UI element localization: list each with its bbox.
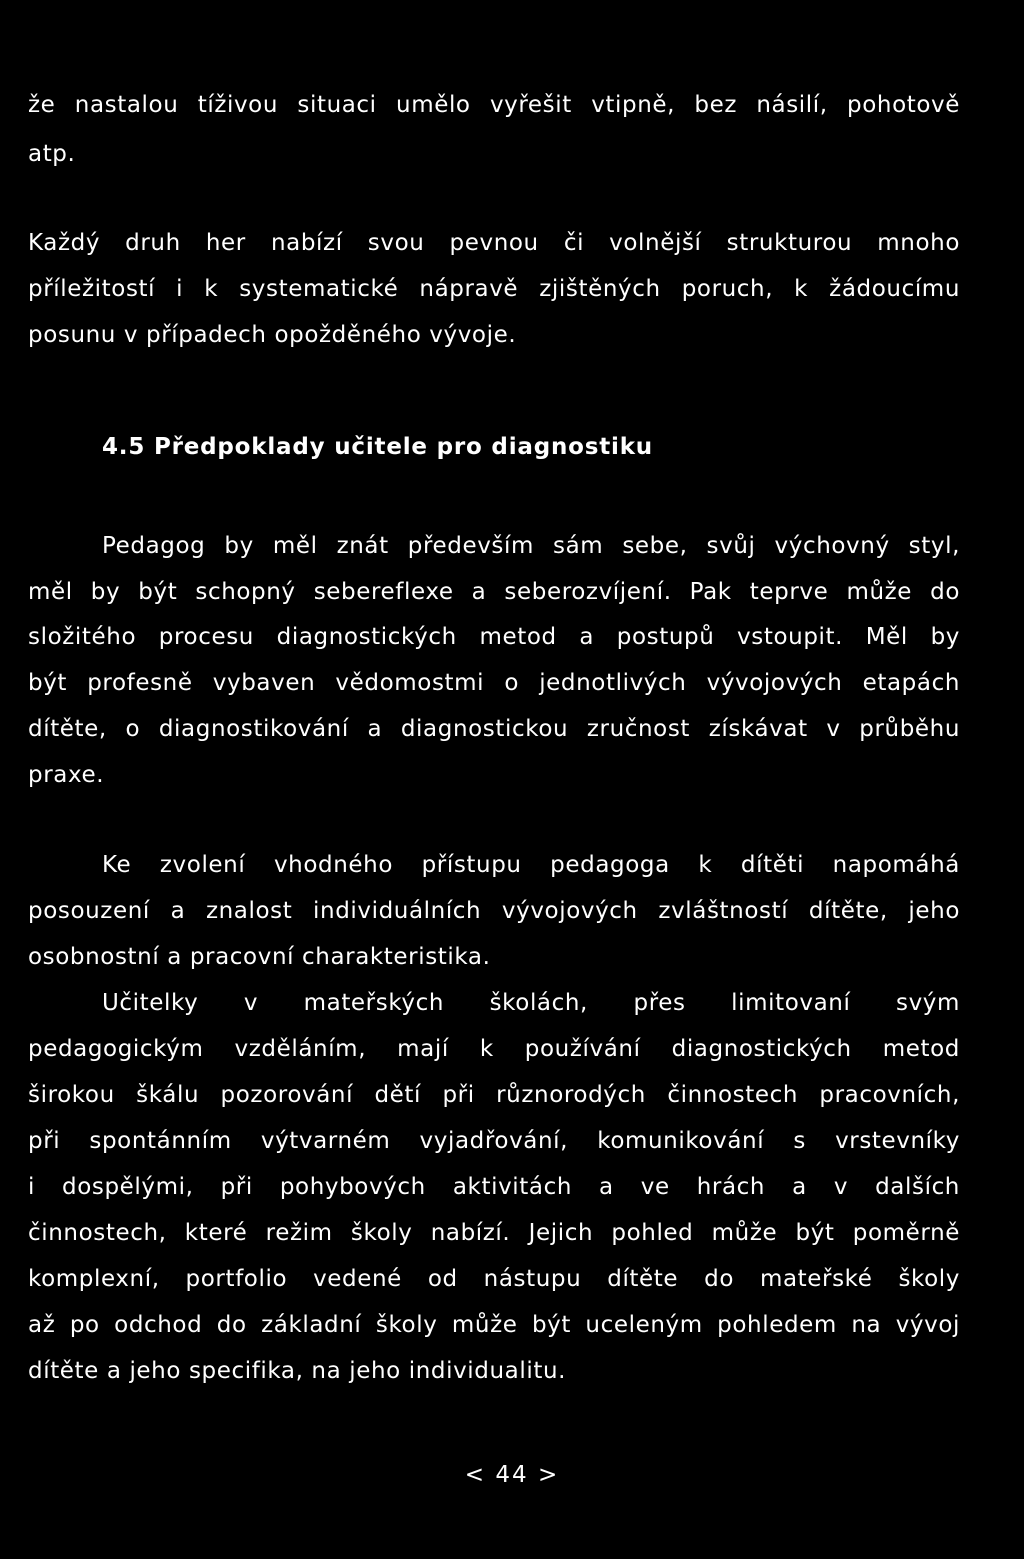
text-line: složitého procesu diagnostických metod a postupů vstoupit. Měl by xyxy=(28,624,960,650)
text-line: že nastalou tíživou situaci umělo vyřešit vtipně, bez násilí, pohotově xyxy=(28,92,960,118)
text-line: příležitostí i k systematické nápravě zjištěných poruch, k žádoucímu xyxy=(28,276,960,302)
text-line: praxe. xyxy=(28,762,105,788)
text-line: posouzení a znalost individuálních vývojových zvláštností dítěte, jeho xyxy=(28,898,960,924)
text-line: až po odchod do základní školy může být uceleným pohledem na vývoj xyxy=(28,1312,960,1338)
text-line: činnostech, které režim školy nabízí. Jejich pohled může být poměrně xyxy=(28,1220,960,1246)
text-line: komplexní, portfolio vedené od nástupu dítěte do mateřské školy xyxy=(28,1266,960,1292)
text-line: být profesně vybaven vědomostmi o jednotlivých vývojových etapách xyxy=(28,670,960,696)
text-line: Učitelky v mateřských školách, přes limitovaní svým xyxy=(102,990,960,1016)
section-heading: 4.5 Předpoklady učitele pro diagnostiku xyxy=(102,434,653,460)
text-line: dítěte a jeho specifika, na jeho individualitu. xyxy=(28,1358,567,1384)
page-number: < 44 > xyxy=(464,1462,560,1488)
text-line: i dospělými, při pohybových aktivitách a ve hrách a v dalších xyxy=(28,1174,960,1200)
text-line: měl by být schopný sebereflexe a seberozvíjení. Pak teprve může do xyxy=(28,579,960,605)
text-line: posunu v případech opožděného vývoje. xyxy=(28,322,517,348)
text-line: pedagogickým vzděláním, mají k používání diagnostických metod xyxy=(28,1036,960,1062)
text-line: atp. xyxy=(28,141,76,167)
text-line: osobnostní a pracovní charakteristika. xyxy=(28,944,491,970)
text-line: Každý druh her nabízí svou pevnou či volnější strukturou mnoho xyxy=(28,230,960,256)
text-line: dítěte, o diagnostikování a diagnostickou zručnost získávat v průběhu xyxy=(28,716,960,742)
text-line: Ke zvolení vhodného přístupu pedagoga k dítěti napomáhá xyxy=(102,852,960,878)
text-line: při spontánním výtvarném vyjadřování, komunikování s vrstevníky xyxy=(28,1128,960,1154)
text-line: Pedagog by měl znát především sám sebe, svůj výchovný styl, xyxy=(102,533,960,559)
text-line: širokou škálu pozorování dětí při různorodých činnostech pracovních, xyxy=(28,1082,960,1108)
